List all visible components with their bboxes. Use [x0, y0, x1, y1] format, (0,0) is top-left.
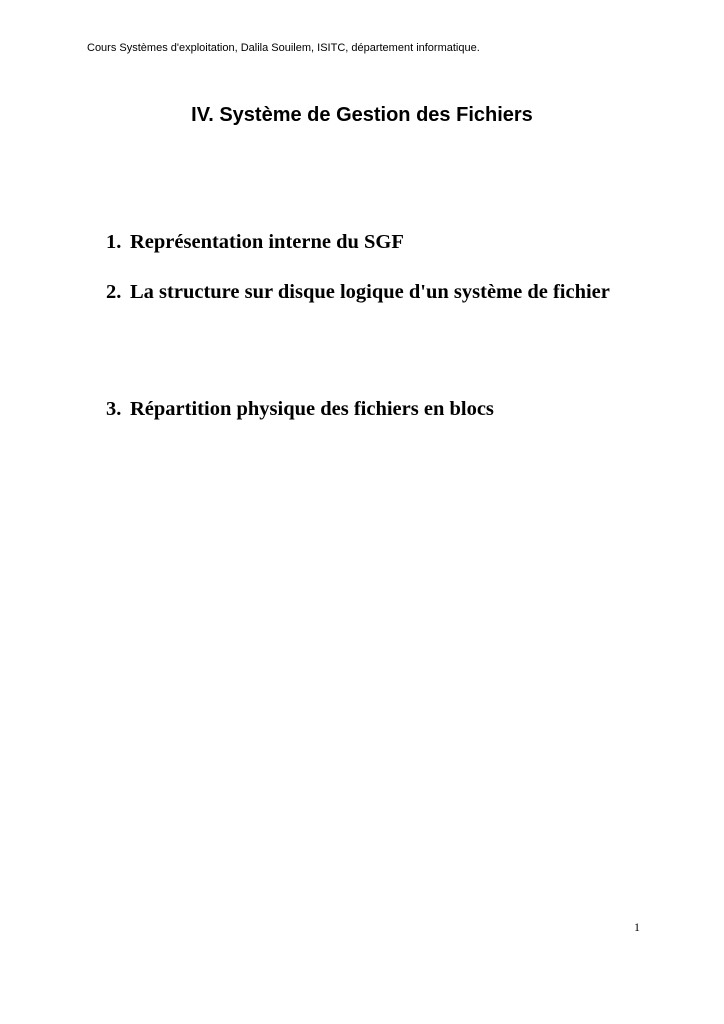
- chapter-title: IV. Système de Gestion des Fichiers: [191, 104, 533, 126]
- outline-item: [106, 396, 666, 422]
- outline-item-number: 2.: [106, 281, 122, 303]
- running-header: Cours Systèmes d'exploitation, Dalila Souilem, ISITC, département informatique.: [87, 42, 480, 54]
- outline-item-number: 3.: [106, 398, 122, 420]
- outline-item: [106, 229, 666, 255]
- outline-item: [106, 279, 666, 305]
- page-number: 1: [634, 920, 640, 934]
- outline-item-text: Représentation interne du SGF: [130, 231, 404, 253]
- outline-item-number: 1.: [106, 231, 122, 253]
- outline-item-text: La structure sur disque logique d'un système de fichier: [130, 281, 610, 303]
- outline-item-text: Répartition physique des fichiers en blocs: [130, 398, 494, 420]
